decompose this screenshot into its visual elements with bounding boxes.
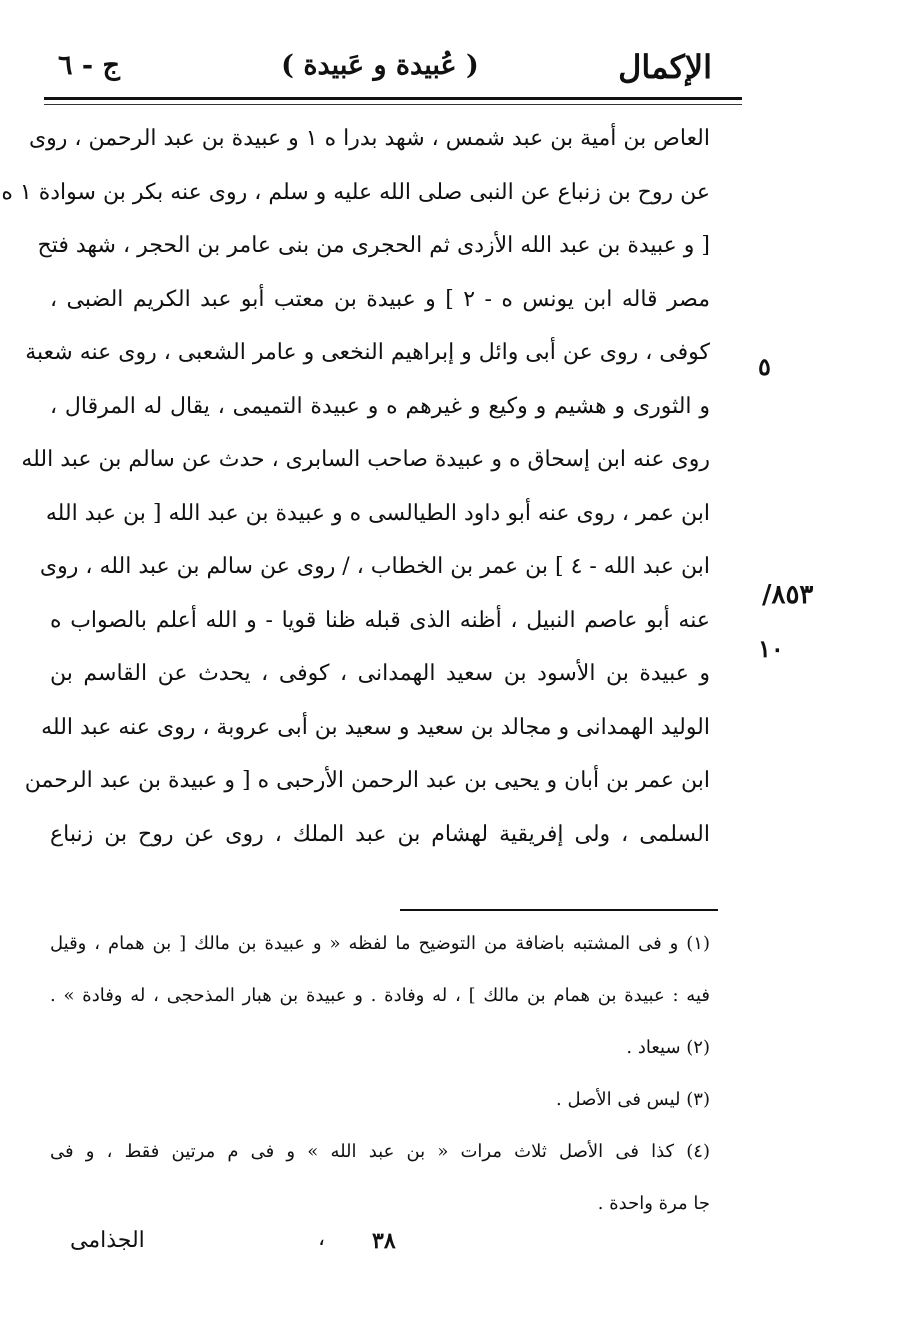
text-line-13: ابن عمر بن أبان و يحيى بن عبد الرحمن الأرحبى ه [ و عبيدة بن عبد الرحمن	[24, 768, 710, 793]
footnote-line-1: (١) و فى المشتبه باضافة من التوضيح ما لفظه « و عبيدة بن مالك [ بن همام ، وقيل	[50, 933, 710, 954]
footnote-line-4: (٣) ليس فى الأصل .	[556, 1089, 710, 1110]
text-line-3: [ و عبيدة بن عبد الله الأزدى ثم الحجرى من بنى عامر بن الحجر ، شهد فتح	[37, 233, 710, 258]
text-line-6: و الثورى و هشيم و وكيع و غيرهم ه و عبيدة التميمى ، يقال له المرقال ،	[50, 393, 710, 419]
book-title: الإكمال	[618, 48, 712, 86]
running-head: ( عُبيدة و عَبيدة )	[281, 50, 479, 81]
text-line-11: و عبيدة بن الأسود بن سعيد الهمدانى ، كوفى ، يحدث عن القاسم بن	[50, 661, 710, 686]
footnote-line-6: جا مرة واحدة .	[597, 1193, 710, 1214]
header-rule-thick	[44, 97, 742, 100]
footnote-rule	[400, 909, 718, 911]
text-line-2: عن روح بن زنباع عن النبى صلى الله عليه و سلم ، روى عنه بكر بن سوادة ١ ه	[1, 179, 710, 205]
text-line-9: ابن عبد الله - ٤ ] بن عمر بن الخطاب ، / روى عن سالم بن عبد الله ، روى	[39, 554, 710, 579]
text-line-8: ابن عمر ، روى عنه أبو داود الطيالسى ه و عبيدة بن عبد الله [ بن عبد الله	[45, 500, 710, 526]
footer-mark: ،	[318, 1226, 326, 1251]
text-line-12: الوليد الهمدانى و مجالد بن سعيد و سعيد بن أبى عروبة ، روى عنه عبد الله	[41, 714, 710, 740]
volume-label: ج - ٦	[58, 50, 120, 81]
page-header	[48, 44, 712, 94]
footnote-line-5: (٤) كذا فى الأصل ثلاث مرات « بن عبد الله » و فى م مرتين فقط ، و فى	[50, 1141, 710, 1162]
margin-line-number-5: ٥	[758, 352, 771, 381]
margin-folio-number: ٨٥٣/	[762, 580, 814, 610]
text-line-1: العاص بن أمية بن عبد شمس ، شهد بدرا ه ١ و عبيدة بن عبد الرحمن ، روى	[28, 126, 710, 151]
footnote-line-3: (٢) سيعاد .	[626, 1037, 710, 1058]
text-line-10: عنه أبو عاصم النبيل ، أظنه الذى قبله ظنا قويا - و الله أعلم بالصواب ه	[50, 607, 710, 633]
main-text	[1, 112, 710, 861]
printer-signature: الجذامى	[70, 1228, 145, 1253]
margin-line-number-10: ١٠	[758, 634, 784, 663]
text-line-7: روى عنه ابن إسحاق ه و عبيدة صاحب السابرى ، حدث عن سالم بن عبد الله	[21, 447, 710, 472]
text-line-5: كوفى ، روى عن أبى وائل و إبراهيم النخعى و عامر الشعبى ، روى عنه شعبة	[25, 340, 710, 365]
header-rule-thin	[44, 104, 742, 105]
text-line-14: السلمى ، ولى إفريقية لهشام بن عبد الملك ، روى عن روح بن زنباع	[50, 821, 710, 847]
footnotes	[50, 918, 710, 1230]
footnote-line-2: فيه : عبيدة بن همام بن مالك ] ، له وفادة . و عبيدة بن هبار المذحجى ، له وفادة » .	[50, 985, 710, 1006]
text-line-4: مصر قاله ابن يونس ه - ٢ ] و عبيدة بن معتب أبو عبد الكريم الضبى ،	[50, 286, 710, 312]
page-number: ٣٨	[372, 1228, 396, 1254]
